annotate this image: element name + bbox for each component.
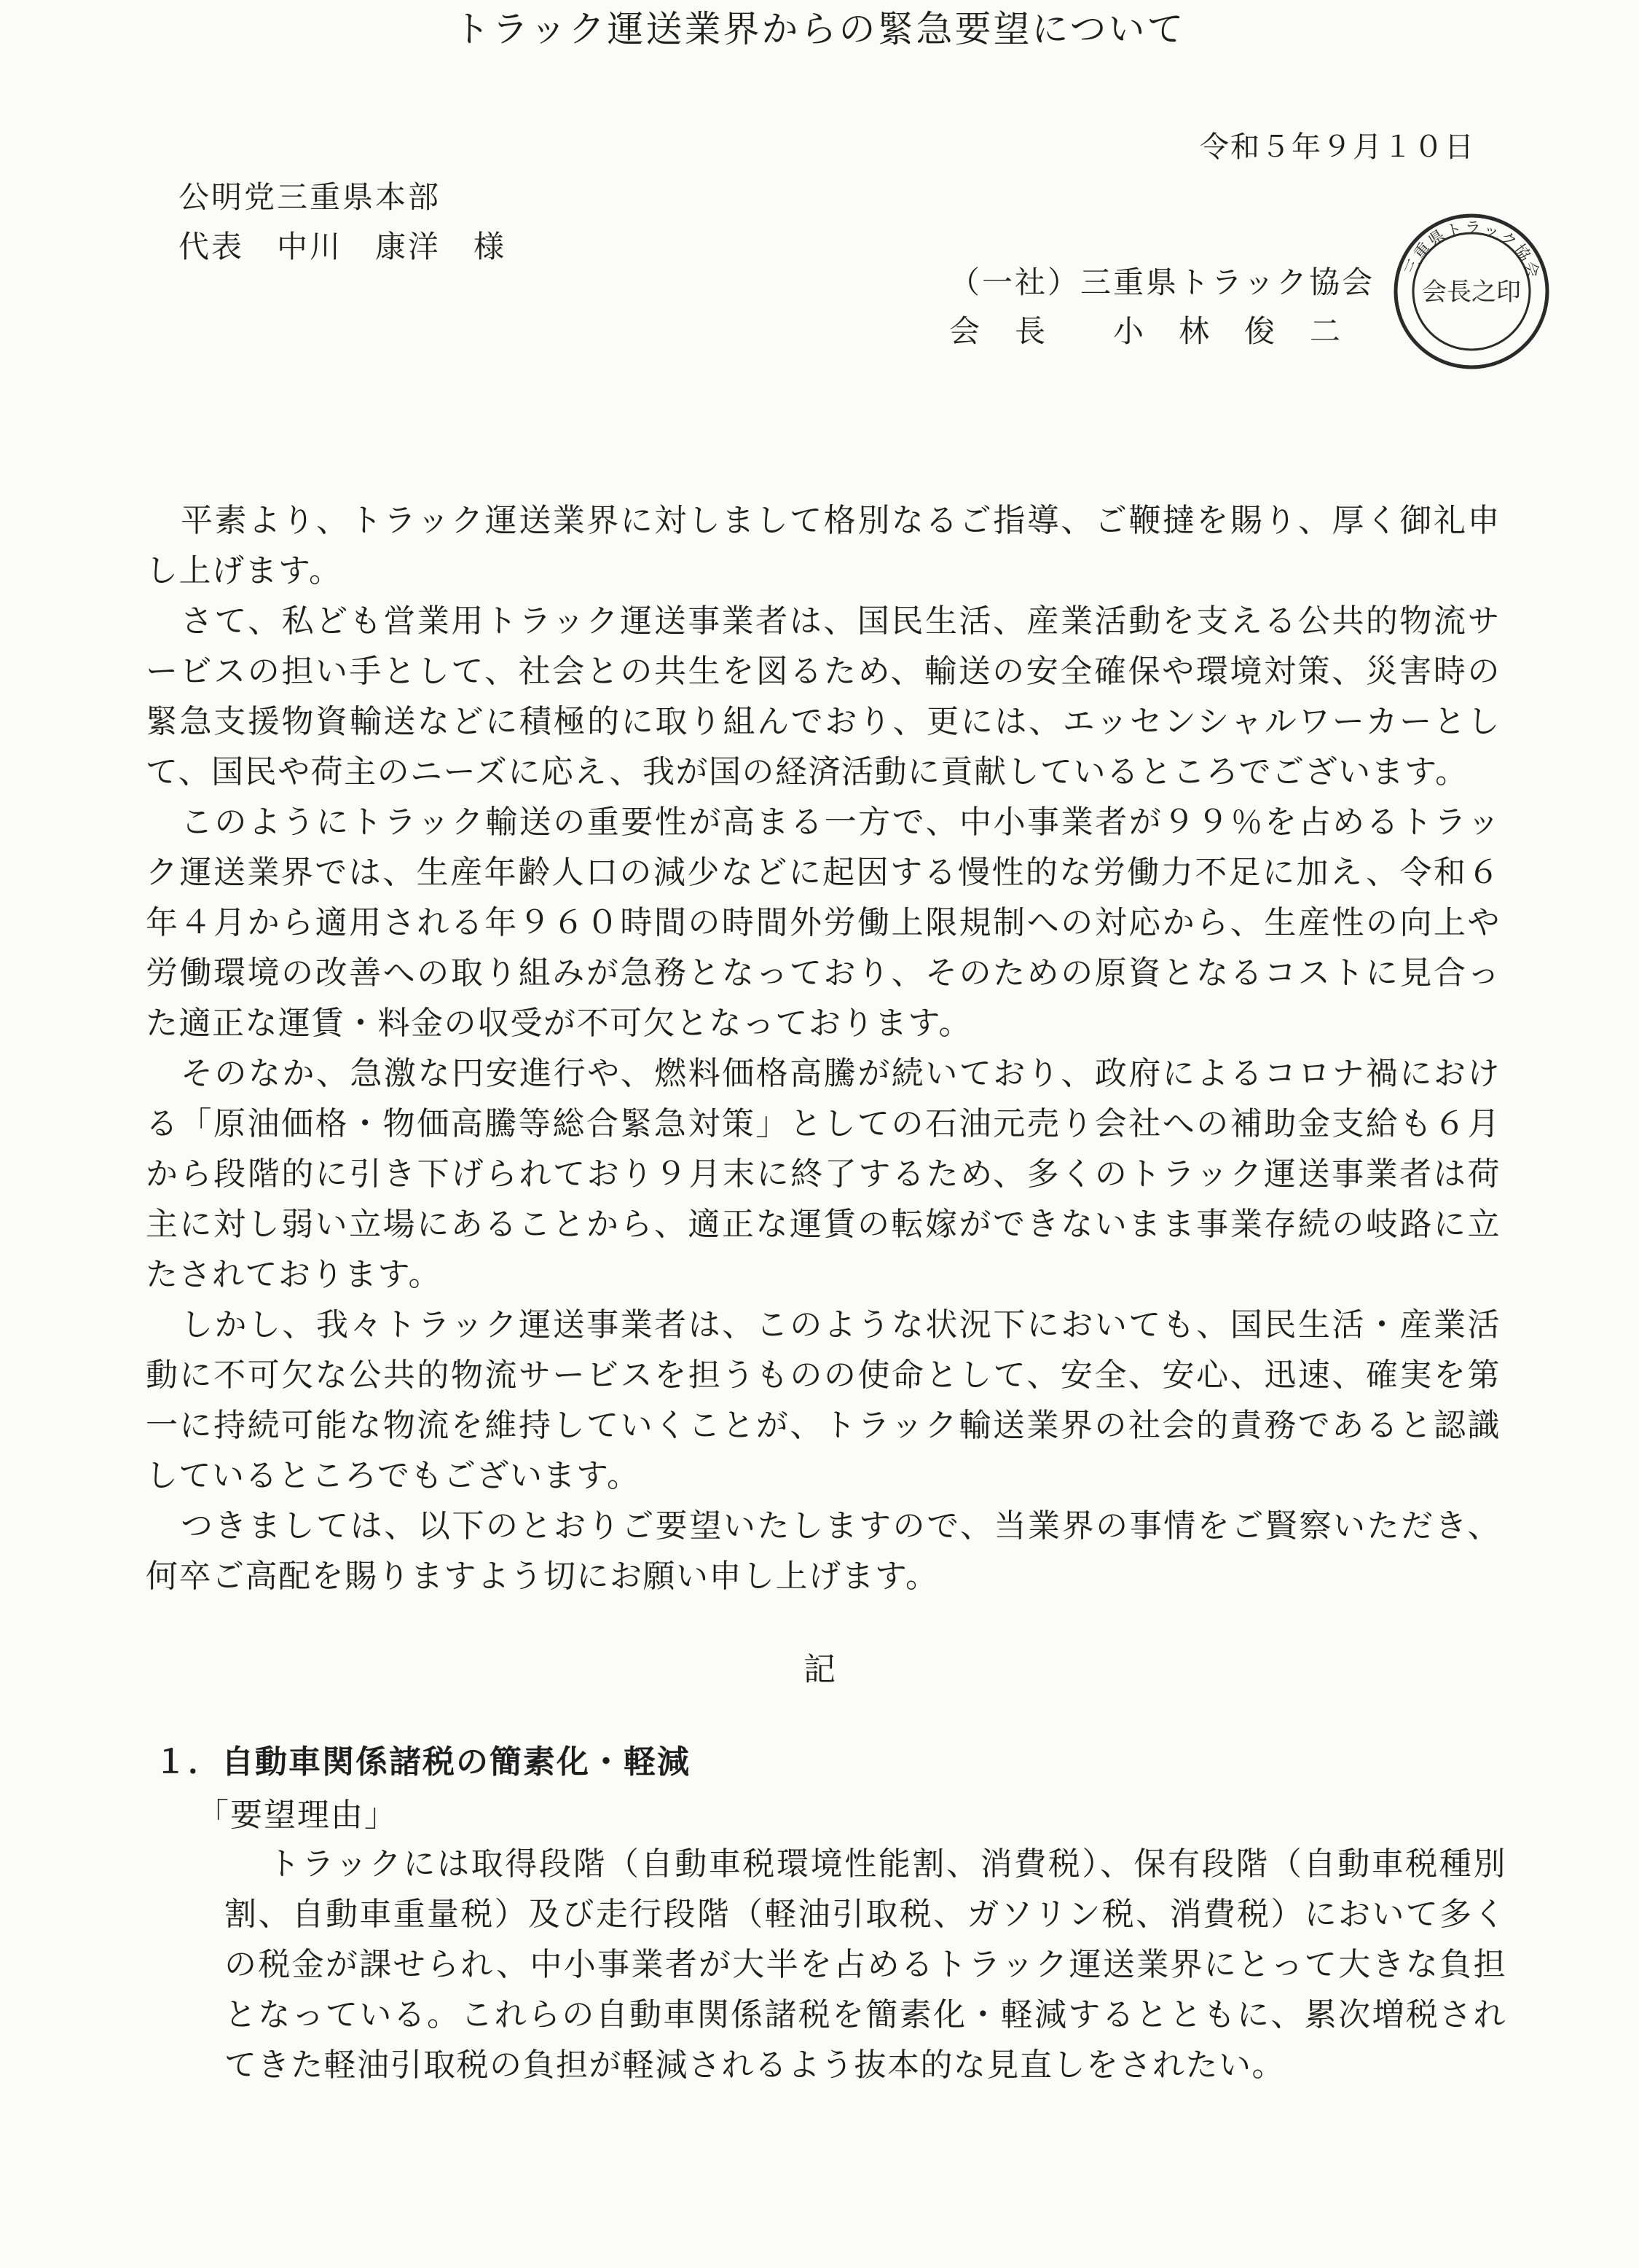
- recipient-name: 代表 中川 康洋 様: [178, 229, 507, 264]
- document-date: 令和５年９月１０日: [1200, 130, 1475, 164]
- paragraph: 平素より、トラック運送業界に対しまして格別なるご指導、ご鞭撻を賜り、厚く御礼申し上げます。: [146, 502, 1501, 589]
- section-subtitle: 「要望理由」: [197, 1797, 398, 1834]
- section-body: [224, 1839, 1506, 2090]
- letter-body: [146, 495, 1501, 1601]
- ki-marker: 記: [803, 1651, 836, 1688]
- sender-name: 会 長 小 林 俊 二: [949, 313, 1343, 349]
- paragraph: このようにトラック輸送の重要性が高まる一方で、中小事業者が９９％を占めるトラック運送業界では、生産年齢人口の減少などに起因する慢性的な労働力不足に加え、令和６年４月から適用される年９６０時間の時間外労働上限規制への対応から、生産性の向上や労働環境の改善への取り組みが急務となっており、そのための原資となるコストに見合った適正な運賃・料金の収受が不可欠となっております。: [146, 804, 1501, 1042]
- sender-organization: （一社）三重県トラック協会: [949, 264, 1375, 300]
- paragraph: そのなか、急激な円安進行や、燃料価格高騰が続いており、政府によるコロナ禍における「原油価格・物価高騰等総合緊急対策」としての石油元売り会社への補助金支給も６月から段階的に引き下げられており９月末に終了するため、多くのトラック運送事業者は荷主に対し弱い立場にあることから、適正な運賃の転嫁ができないまま事業存続の岐路に立たされております。: [146, 1055, 1501, 1293]
- document-title: トラック運送業界からの緊急要望について: [453, 8, 1186, 50]
- svg-text:三重県トラック協会: [1402, 219, 1542, 282]
- paragraph: しかし、我々トラック運送事業者は、このような状況下においても、国民生活・産業活動に不可欠な公共的物流サービスを担うものの使命として、安全、安心、迅速、確実を第一に持続可能な物流を維持していくことが、トラック輸送業界の社会的責務であると認識しているところでもございます。: [146, 1306, 1501, 1494]
- section-paragraph: トラックには取得段階（自動車税環境性能割、消費税）、保有段階（自動車税種別割、自動車重量税）及び走行段階（軽油引取税、ガソリン税、消費税）において多くの税金が課せられ、中小事業者が大半を占めるトラック運送業界にとって大きな負担となっている。これらの自動車関係諸税を簡素化・軽減するとともに、累次増税されてきた軽油引取税の負担が軽減されるよう抜本的な見直しをされたい。: [224, 1845, 1506, 2084]
- official-seal: [1391, 211, 1552, 372]
- paragraph: つきましては、以下のとおりご要望いたしますので、当業界の事情をご賢察いただき、何卒ご高配を賜りますよう切にお願い申し上げます。: [146, 1507, 1501, 1595]
- seal-center-text: 会長之印: [1422, 278, 1521, 307]
- seal-stamp-icon: [1391, 211, 1552, 372]
- recipient-organization: 公明党三重県本部: [178, 179, 441, 215]
- seal-ring-text: 三重県トラック協会: [1402, 219, 1543, 282]
- section-title: １．自動車関係諸税の簡素化・軽減: [154, 1743, 691, 1781]
- paragraph: さて、私ども営業用トラック運送事業者は、国民生活、産業活動を支える公共的物流サービスの担い手として、社会との共生を図るため、輸送の安全確保や環境対策、災害時の緊急支援物資輸送などに積極的に取り組んでおり、更には、エッセンシャルワーカーとして、国民や荷主のニーズに応え、我が国の経済活動に貢献しているところでございます。: [146, 603, 1501, 790]
